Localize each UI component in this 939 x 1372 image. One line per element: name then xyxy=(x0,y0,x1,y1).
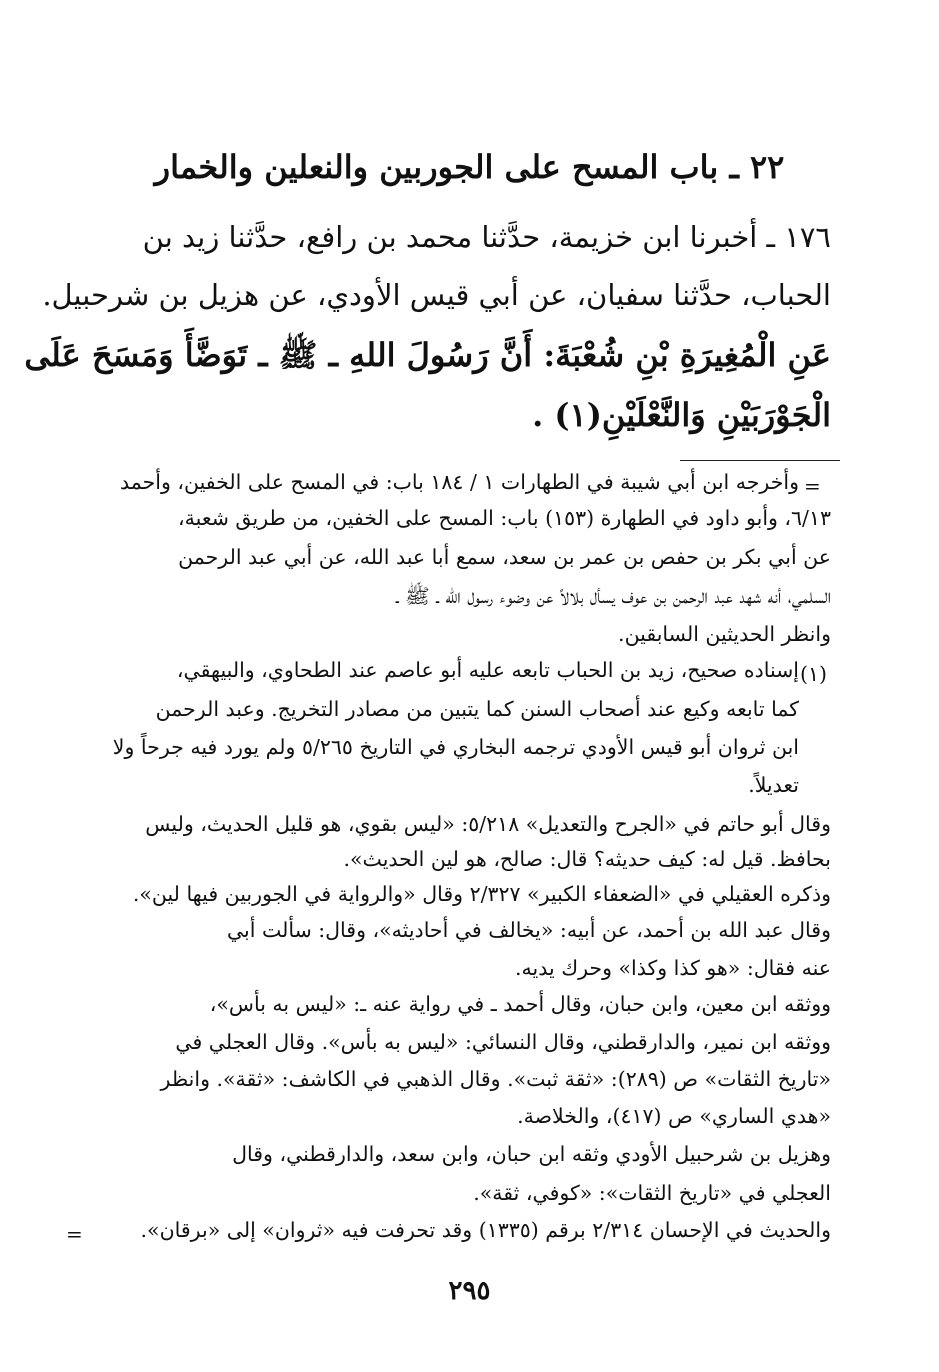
footnote-line: بحافظ. قيل له: كيف حديثه؟ قال: صالح، هو لين الحديث». xyxy=(343,847,831,871)
hadith-line-2: الْجَوْرَبَيْنِ وَالنَّعْلَيْنِ(١) . xyxy=(532,396,831,434)
footnote-line: كما تابعه وكيع عند أصحاب السنن كما يتبين من مصادر التخريج. وعبد الرحمن xyxy=(155,697,799,721)
isnad-line-1: ١٧٦ ـ أخبرنا ابن خزيمة، حدَّثنا محمد بن رافع، حدَّثنا زيد بن xyxy=(142,220,831,254)
carry-over-marker-top: = xyxy=(804,474,821,498)
footnote-line: وذكره العقيلي في «الضعفاء الكبير» ٢/٣٢٧ وقال «والرواية في الجوربين فيها لين». xyxy=(132,882,831,906)
footnote-line: وقال أبو حاتم في «الجرح والتعديل» ٥/٢١٨: «ليس بقوي، هو قليل الحديث، وليس xyxy=(145,812,831,836)
footnote-line: ووثقه ابن نمير، والدارقطني، وقال النسائي: «ليس به بأس». وقال العجلي في xyxy=(175,1030,831,1054)
footnote-number: (١) xyxy=(800,662,828,686)
footnote-line: وهزيل بن شرحبيل الأودي وثقه ابن حبان، وابن سعد، والدارقطني، وقال xyxy=(232,1142,831,1166)
footnote-line: ٦/١٣، وأبو داود في الطهارة (١٥٣) باب: المسح على الخفين، من طريق شعبة، xyxy=(178,506,831,530)
footnote-line: إسناده صحيح، زيد بن الحباب تابعه عليه أبو عاصم عند الطحاوي، والبيهقي، xyxy=(176,658,799,682)
footnote-line: تعديلاً. xyxy=(748,773,799,797)
footnote-separator xyxy=(680,460,840,461)
footnote-line: العجلي في «تاريخ الثقات»: «كوفي، ثقة». xyxy=(473,1181,831,1205)
page-number: ٢٩٥ xyxy=(448,1276,491,1306)
footnote-line: وقال عبد الله بن أحمد، عن أبيه: «يخالف في أحاديثه»، وقال: سألت أبي xyxy=(226,918,831,942)
footnote-line: وانظر الحديثين السابقين. xyxy=(618,622,831,646)
footnote-line: والحديث في الإحسان ٢/٣١٤ برقم (١٣٣٥) وقد تحرفت فيه «ثروان» إلى «برقان». xyxy=(140,1218,831,1242)
footnote-line: «هدي الساري» ص (٤١٧)، والخلاصة. xyxy=(517,1104,831,1128)
carry-over-marker-bottom: = xyxy=(66,1222,83,1246)
footnote-line: ابن ثروان أبو قيس الأودي ترجمه البخاري في التاريخ ٥/٢٦٥ ولم يورد فيه جرحاً ولا xyxy=(112,735,799,759)
footnote-line: السلمي، أنه شهد عبد الرحمن بن عوف يسأل بلالاً عن وضوء رسول الله ـ ﷺ ـ xyxy=(395,584,831,608)
hadith-line-1: عَنِ الْمُغِيرَةِ بْنِ شُعْبَةَ: أَنَّ رَسُولَ اللهِ ـ ﷺ ـ تَوَضَّأَ وَمَسَحَ عَلَى xyxy=(24,336,831,374)
isnad-line-2: الحباب، حدَّثنا سفيان، عن أبي قيس الأودي، عن هزيل بن شرحبيل. xyxy=(42,278,831,312)
chapter-title: ٢٢ ـ باب المسح على الجوربين والنعلين والخمار xyxy=(154,148,785,186)
footnote-line: «تاريخ الثقات» ص (٢٨٩): «ثقة ثبت». وقال الذهبي في الكاشف: «ثقة». وانظر xyxy=(160,1067,831,1091)
footnote-line: وأخرجه ابن أبي شيبة في الطهارات ١ / ١٨٤ باب: في المسح على الخفين، وأحمد xyxy=(119,470,799,494)
footnote-line: عنه فقال: «هو كذا وكذا» وحرك يديه. xyxy=(515,956,831,980)
footnote-line: ووثقه ابن معين، وابن حبان، وقال أحمد ـ في رواية عنه ـ: «ليس به بأس»، xyxy=(209,992,831,1016)
footnote-line: عن أبي بكر بن حفص بن عمر بن سعد، سمع أبا عبد الله، عن أبي عبد الرحمن xyxy=(178,545,831,569)
